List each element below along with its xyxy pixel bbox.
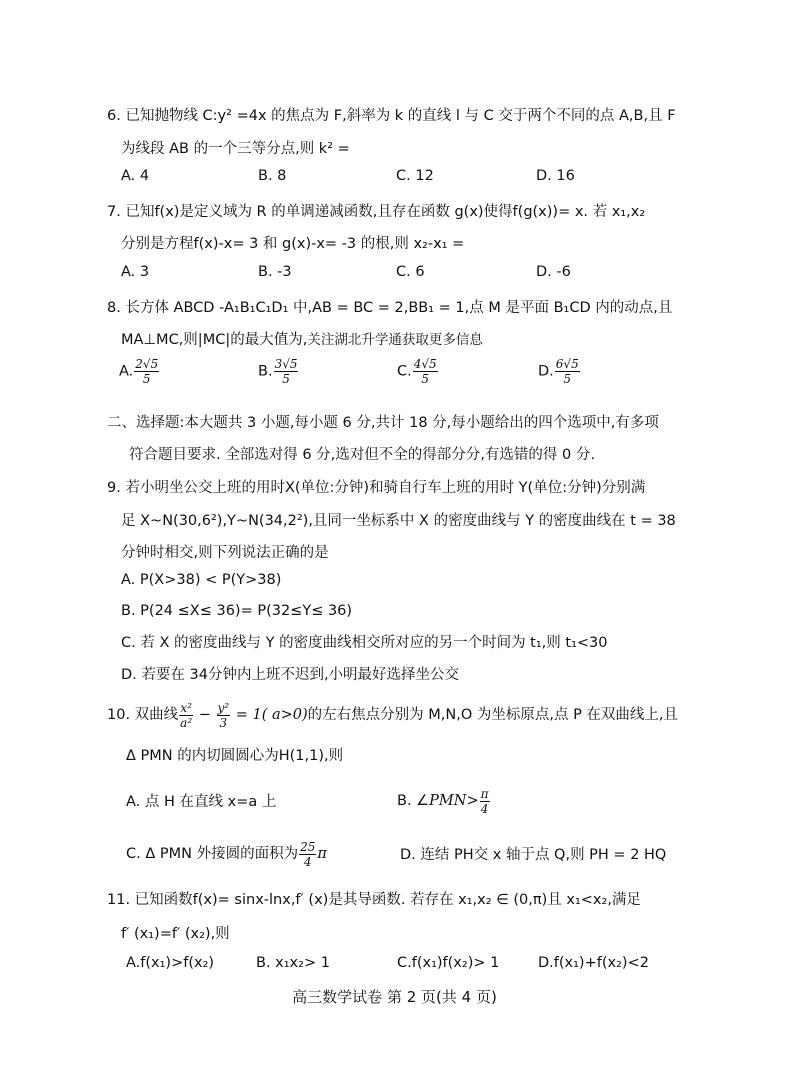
q8-option-b-label: B. [258,363,273,380]
q7-option-c: C. 6 [396,264,425,280]
q10-optc-suffix: π [317,846,327,862]
q11-line1: 11. 已知函数f(x)= sinx-lnx,f′ (x)是其导函数. 若存在 x₁,x₂ ∈ (0,π)且 x₁<x₂,满足 [107,892,641,908]
q8-option-b-fraction [274,358,299,385]
q7-option-a: A. 3 [121,264,150,280]
q9-option-d: D. 若要在 34分钟内上班不迟到,小明最好选择坐公交 [121,667,460,683]
q10-minus: − [194,707,216,723]
q10-optb-expr: PMN> [429,793,479,809]
q11-option-a: A.f(x₁)>f(x₂) [126,955,215,971]
q10-line1 [107,695,678,735]
q6-option-d: D. 16 [536,168,575,184]
q10-rest: 的左右焦点分别为 M,N,O 为坐标原点,点 P 在双曲线上,且 [307,707,679,723]
q10-optc-prefix: C. Δ PMN 外接圆的面积为 [126,846,299,862]
q10-optb-fraction [480,788,490,815]
q8-option-b [258,358,299,398]
q10-optc-fraction [299,841,316,868]
q8-option-a [119,358,160,398]
q8-option-c-den: 5 [421,372,430,386]
q6-option-a: A. 4 [121,168,150,184]
q10-frac1-den: a² [180,715,193,730]
q6-option-c: C. 12 [396,168,434,184]
section2-line1: 二、选择题:本大题共 3 小题,每小题 6 分,共计 18 分,每小题给出的四个选项中,有多项 [107,415,659,431]
q6-line2: 为线段 AB 的一个三等分点,则 k² = [121,141,350,157]
section2-line2: 符合题目要求. 全部选对得 6 分,选对但不全的得部分分,有选错的得 0 分. [129,447,595,463]
q9-line2: 足 X~N(30,6²),Y~N(34,2²),且同一坐标系中 X 的密度曲线与 Y 的密度曲线在 t = 38 [121,513,676,529]
q7-option-b: B. -3 [258,264,292,280]
q8-option-d-den: 5 [563,372,572,386]
q8-option-c [397,358,439,398]
q10-condition: = 1( a>0) [231,707,308,723]
q10-optb-den: 4 [480,801,489,816]
q7-line2: 分别是方程f(x)-x= 3 和 g(x)-x= -3 的根,则 x₂-x₁ = [121,236,465,252]
q9-option-b: B. P(24 ≤X≤ 36)= P(32≤Y≤ 36) [121,603,353,619]
q8-option-a-num: 2√5 [135,357,159,371]
q8-line1: 8. 长方体 ABCD -A₁B₁C₁D₁ 中,AB = BC = 2,BB₁ = 1,点 M 是平面 B₁CD 内的动点,且 [107,300,673,316]
q8-option-a-label: A. [119,363,134,380]
q10-optb-num: π [480,786,489,801]
q9-option-a: A. P(X>38) < P(Y>38) [121,572,282,588]
q9-option-c: C. 若 X 的密度曲线与 Y 的密度曲线相交所对应的另一个时间为 t₁,则 t₁<30 [121,635,608,651]
q8-option-d-fraction [555,358,580,385]
page-footer: 高三数学试卷 第 2 页(共 4 页) [292,988,497,1006]
q8-option-b-den: 5 [282,372,290,386]
q10-optc-num: 25 [300,839,316,854]
q11-option-d: D.f(x₁)+f(x₂)<2 [538,955,649,971]
q8-option-c-fraction [413,358,438,385]
q10-fraction-x [179,702,193,729]
q8-option-d [538,358,581,398]
q6-line1: 6. 已知抛物线 C:y² =4x 的焦点为 F,斜率为 k 的直线 l 与 C 交于两个不同的点 A,B,且 F [107,108,676,124]
q10-frac2-num: y² [217,700,230,715]
q8-option-c-label: C. [397,363,412,380]
q8-option-d-label: D. [538,363,554,380]
q8-option-a-fraction [134,358,159,385]
q10-option-d: D. 连结 PH交 x 轴于点 Q,则 PH = 2 HQ [400,847,667,863]
q10-optc-den: 4 [303,854,312,869]
q10-frac1-num: x² [180,700,192,715]
q8-line2-text: MA⊥MC,则|MC|的最大值为, [121,332,308,348]
q11-line2: f′ (x₁)=f′ (x₂),则 [121,926,230,942]
q7-line1: 7. 已知f(x)是定义域为 R 的单调递减函数,且存在函数 g(x)使得f(g(x))= x. 若 x₁,x₂ [107,204,646,220]
q9-line3: 分钟时相交,则下列说法正确的是 [121,545,329,561]
q8-watermark-note: 关注湖北升学通获取更多信息 [307,332,483,348]
q10-frac2-den: 3 [219,715,228,730]
q6-option-b: B. 8 [258,168,287,184]
q8-option-c-num: 4√5 [413,357,437,371]
q10-prefix: 10. 双曲线 [107,707,179,723]
q10-option-a: A. 点 H 在直线 x=a 上 [126,794,277,810]
q10-fraction-y [217,702,231,729]
q8-option-d-num: 6√5 [555,357,579,371]
q8-line2 [121,330,483,350]
q10-option-b [397,781,491,821]
q8-option-a-den: 5 [142,372,151,386]
q10-line2: Δ PMN 的内切圆圆心为H(1,1),则 [126,748,344,764]
q9-line1: 9. 若小明坐公交上班的用时X(单位:分钟)和骑自行车上班的用时 Y(单位:分钟)分别满 [107,480,646,496]
q10-optb-prefix: B. ∠ [397,793,430,809]
q8-option-b-num: 3√5 [274,357,298,371]
q10-option-c [126,834,327,874]
q11-option-b: B. x₁x₂> 1 [256,955,330,971]
q7-option-d: D. -6 [536,264,571,280]
q11-option-c: C.f(x₁)f(x₂)> 1 [397,955,500,971]
